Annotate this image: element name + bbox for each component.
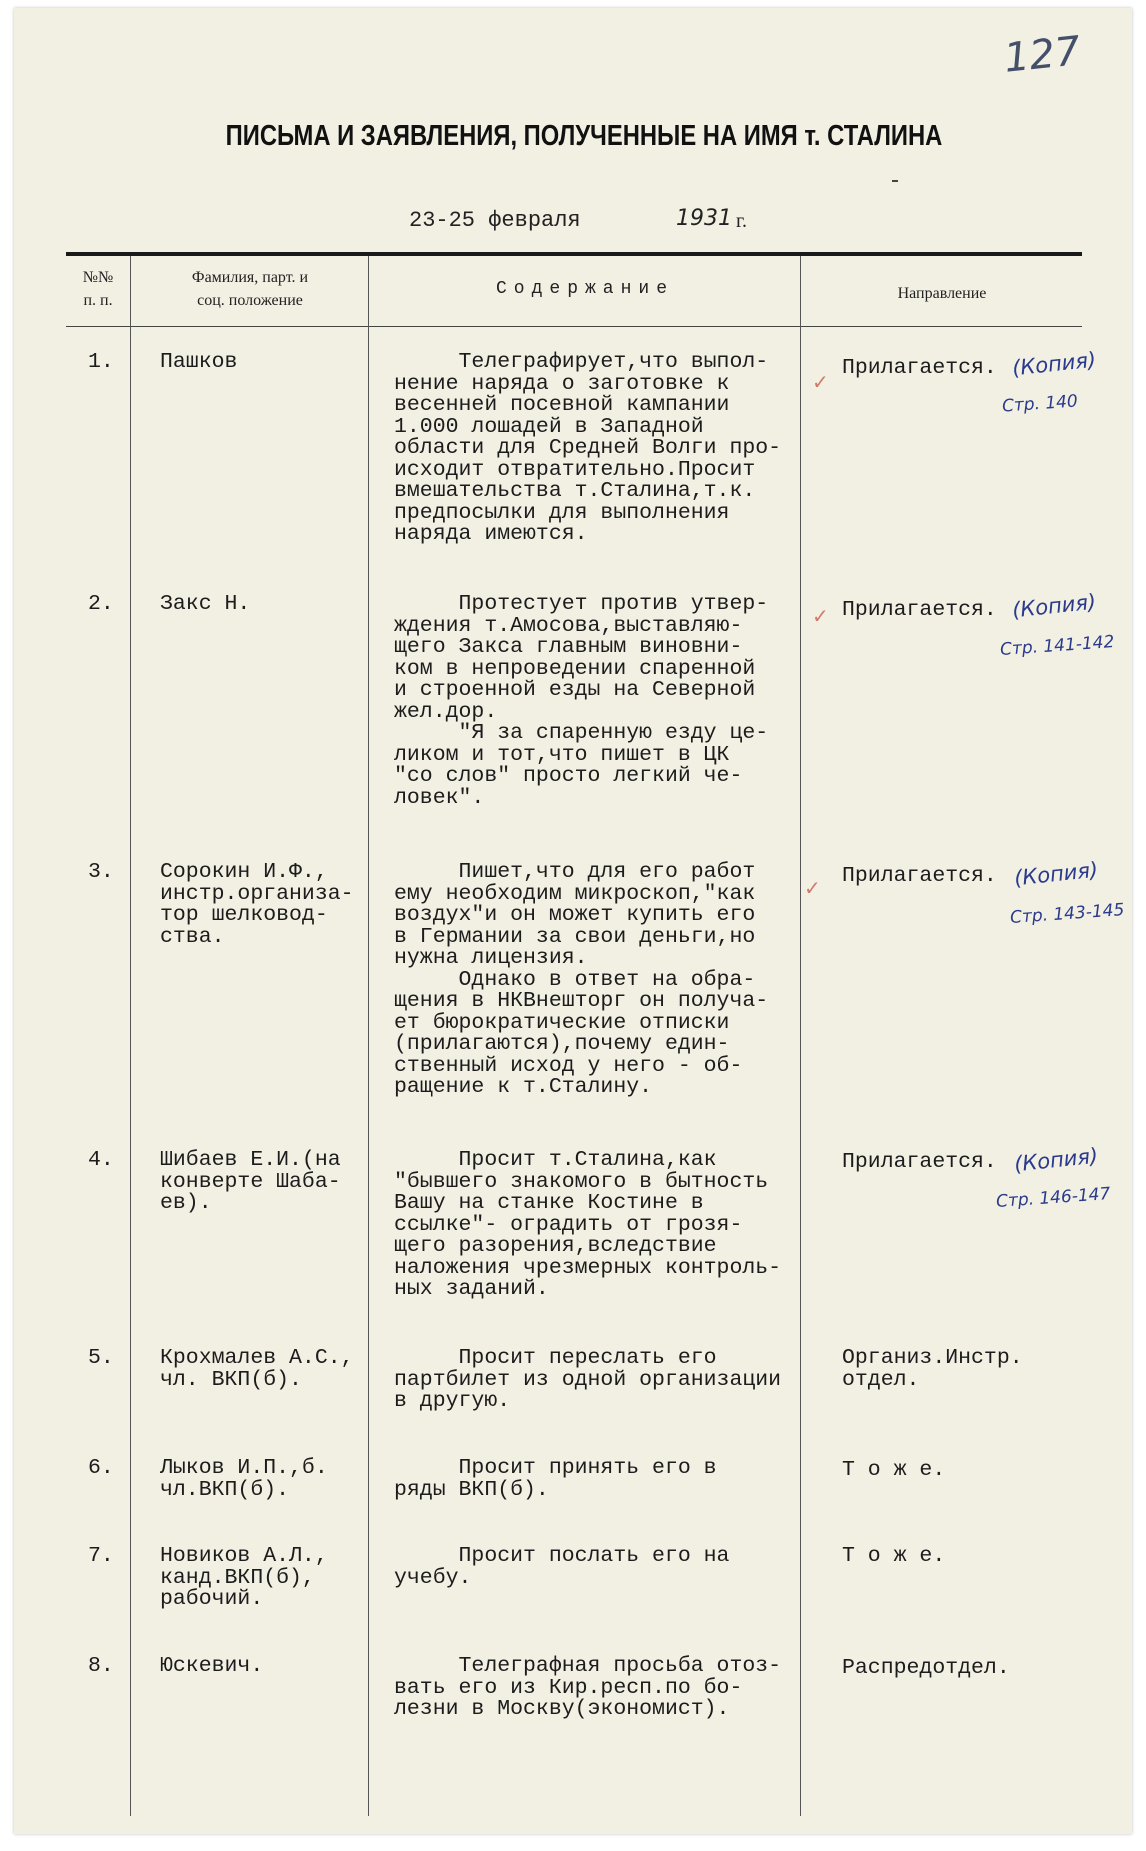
row-content: Просит принять его в ряды ВКП(б). bbox=[394, 1456, 717, 1502]
row-name: Юскевич. bbox=[160, 1654, 264, 1678]
check-mark-icon: ✓ bbox=[812, 370, 829, 394]
row-content: Протестует против утвер- ждения т.Амосова,выставляю- щего Закса главным виновни- ком в непроведении спаренной и строенной езды на Северной жел.дор. "Я за спаренную езду це- ликом и тот,что пишет в ЦК "со слов" просто легкий че- ловек". bbox=[394, 592, 769, 810]
header-number: №№ п. п. bbox=[82, 269, 114, 309]
header-content: Содержание bbox=[495, 279, 675, 299]
row-number: 4. bbox=[88, 1148, 114, 1172]
row-name: Лыков И.П.,б. чл.ВКП(б). bbox=[160, 1456, 328, 1502]
date-days: 23-25 февраля bbox=[409, 208, 581, 233]
row-number: 3. bbox=[88, 860, 114, 884]
row-number: 8. bbox=[88, 1654, 114, 1678]
row-number: 6. bbox=[88, 1456, 114, 1480]
row-direction: Организ.Инстр. отдел. bbox=[842, 1346, 1023, 1392]
column-divider bbox=[368, 256, 369, 1816]
row-name: Шибаев Е.И.(на конверте Шаба- ев). bbox=[160, 1148, 341, 1215]
handwritten-pages-note: Стр. 143-145 bbox=[1009, 900, 1125, 928]
row-name: Пашков bbox=[160, 350, 238, 374]
header-direction: Направление bbox=[897, 285, 987, 302]
row-direction: Прилагается. bbox=[842, 356, 997, 380]
handwritten-copy-note: (Копия) bbox=[1012, 1143, 1100, 1177]
table-top-rule bbox=[66, 252, 1082, 256]
handwritten-pages-note: Стр. 146-147 bbox=[995, 1184, 1111, 1212]
date-year-suffix: г. bbox=[736, 210, 747, 232]
archive-page-number: 127 bbox=[1001, 28, 1083, 82]
check-mark-icon: ✓ bbox=[804, 876, 821, 900]
row-number: 5. bbox=[88, 1346, 114, 1370]
row-name: Закс Н. bbox=[160, 592, 251, 616]
row-number: 2. bbox=[88, 592, 114, 616]
date-year: 1931 bbox=[676, 206, 732, 231]
row-direction: Распредотдел. bbox=[842, 1656, 1010, 1680]
table-header-rule bbox=[66, 326, 1082, 327]
column-divider bbox=[800, 256, 801, 1816]
row-direction: Прилагается. bbox=[842, 598, 997, 622]
header-name: Фамилия, парт. и соц. положение bbox=[191, 269, 309, 309]
document-title: ПИСЬМА И ЗАЯВЛЕНИЯ, ПОЛУЧЕННЫЕ НА ИМЯ т. СТАЛИНА bbox=[225, 120, 943, 152]
row-content: Телеграфная просьба отоз- вать его из Кир.респ.по бо- лезни в Москву(экономист). bbox=[394, 1654, 782, 1721]
column-divider bbox=[130, 256, 131, 1816]
row-content: Просит переслать его партбилет из одной организации в другую. bbox=[394, 1346, 782, 1413]
row-direction: Т о ж е. bbox=[842, 1458, 946, 1482]
decorative-dash bbox=[892, 180, 898, 182]
handwritten-copy-note: (Копия) bbox=[1012, 857, 1100, 891]
row-name: Сорокин И.Ф., инстр.организа- тор шелковод- ства. bbox=[160, 860, 354, 949]
handwritten-copy-note: (Копия) bbox=[1010, 589, 1098, 623]
row-number: 1. bbox=[88, 350, 114, 374]
row-content: Пишет,что для его работ ему необходим микроскоп,"как воздух"и он может купить его в Германии за свои деньги,но нужна лицензия. Однако в ответ на обра- щения в НКВнешторг он получа- ет бюрократические отписки (прилагаются),почему един- ственный исход у него - об- ращение к т.Сталину. bbox=[394, 860, 769, 1099]
handwritten-pages-note: Стр. 141-142 bbox=[999, 632, 1115, 660]
row-direction: Прилагается. bbox=[842, 1150, 997, 1174]
handwritten-pages-note: Стр. 140 bbox=[1001, 391, 1079, 417]
row-direction: Т о ж е. bbox=[842, 1544, 946, 1568]
row-content: Просит послать его на учебу. bbox=[394, 1544, 730, 1590]
check-mark-icon: ✓ bbox=[812, 604, 829, 628]
row-content: Телеграфирует,что выпол- нение наряда о заготовке к весенней посевной кампании 1.000 лошадей в Западной области для Средней Волги про- исходит отвратительно.Просит вмешательства т.Сталина,т.к. предпосылки для выполнения наряда имеются. bbox=[394, 350, 782, 546]
row-number: 7. bbox=[88, 1544, 114, 1568]
row-content: Просит т.Сталина,как "бывшего знакомого в бытность Вашу на станке Костине в ссылке"- оградить от грозя- щего разорения,вследствие наложения чрезмерных контроль- ных заданий. bbox=[394, 1148, 782, 1301]
row-name: Крохмалев А.С., чл. ВКП(б). bbox=[160, 1346, 354, 1392]
handwritten-copy-note: (Копия) bbox=[1010, 347, 1098, 381]
document-page bbox=[14, 8, 1132, 1834]
row-direction: Прилагается. bbox=[842, 864, 997, 888]
row-name: Новиков А.Л., канд.ВКП(б), рабочий. bbox=[160, 1544, 328, 1611]
